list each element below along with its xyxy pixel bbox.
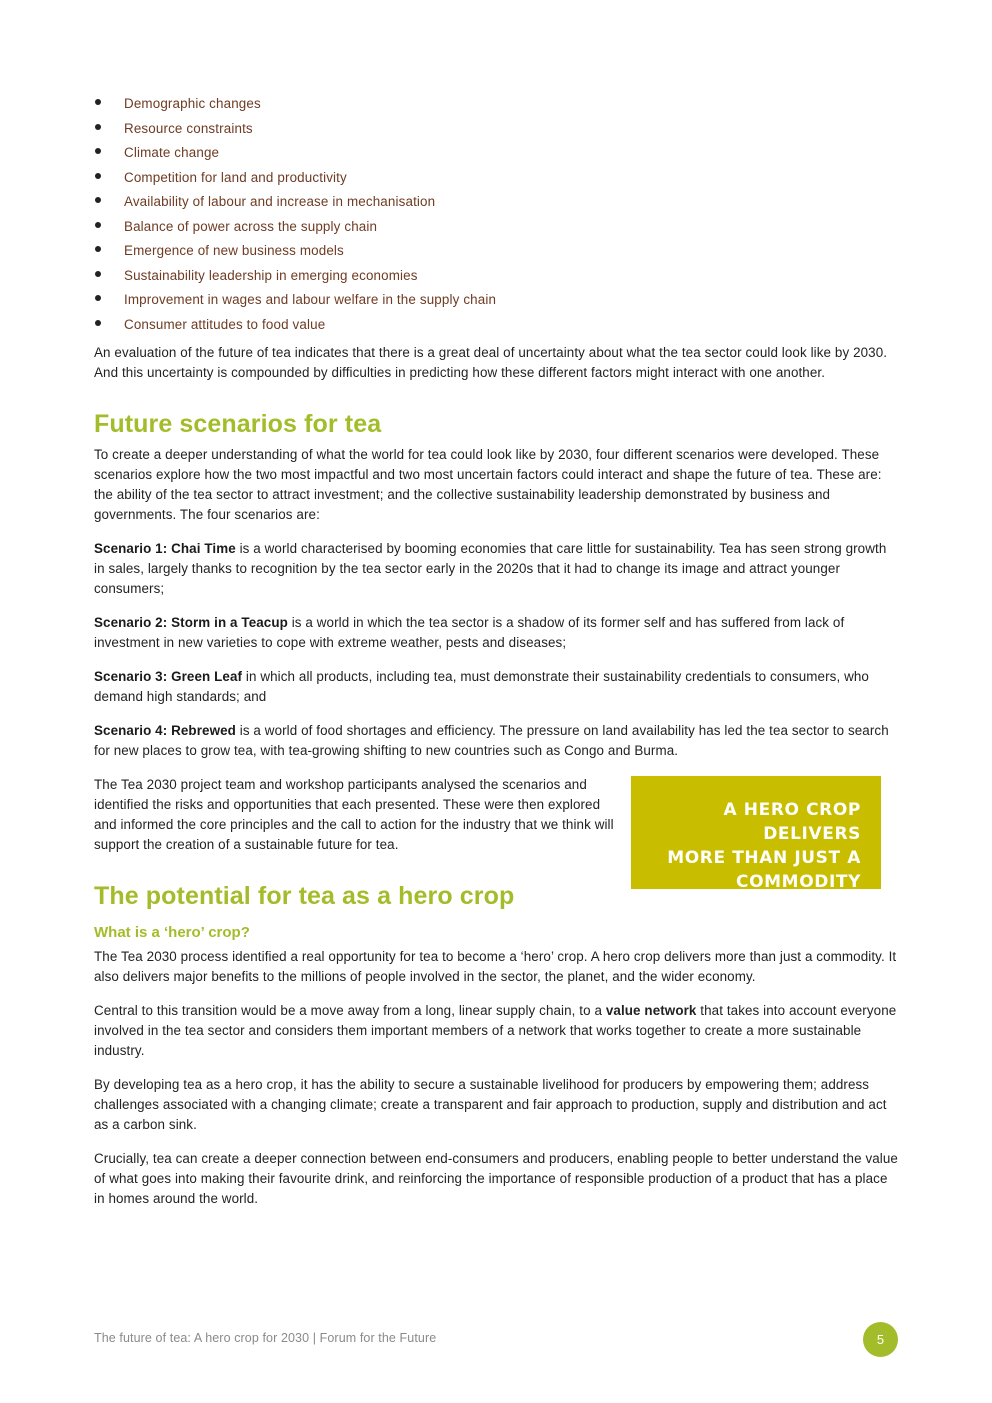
subheading-what-is-hero-crop: What is a ‘hero’ crop? xyxy=(94,924,250,941)
list-item: Climate change xyxy=(94,141,898,166)
scenario-4-label: Scenario 4: Rebrewed xyxy=(94,723,236,738)
scenario-4 xyxy=(94,721,898,761)
list-item: Improvement in wages and labour welfare in the supply chain xyxy=(94,288,898,313)
scenario-4-text: is a world of food shortages and efficiency. The pressure on land availability has led the tea sector to search for new places to grow tea, with tea-growing shifting to new countries such as Congo and Burma. xyxy=(94,723,889,758)
scenario-3-text: in which all products, including tea, must demonstrate their sustainability credentials to consumers, who demand high standards; and xyxy=(94,669,869,704)
scenario-2 xyxy=(94,613,898,653)
footer-text: The future of tea: A hero crop for 2030 | Forum for the Future xyxy=(94,1331,437,1345)
value-network-term: value network xyxy=(605,1003,697,1018)
hero-paragraph-4: Crucially, tea can create a deeper connection between end-consumers and producers, enabling people to better understand the value of what goes into making their favourite drink, and reinforcing the importance of responsible production of a product that has a place in homes around the world. xyxy=(94,1151,898,1206)
scenarios-intro-paragraph: To create a deeper understanding of what the world for tea could look like by 2030, four different scenarios were developed. These scenarios explore how the two most impactful and two most uncertain factors could interact and shape the future of tea. These are: the ability of the tea sector to attract investment; and the collective sustainability leadership demonstrated by business and governments. The four scenarios are: xyxy=(94,447,882,522)
hero-paragraph-2 xyxy=(94,1001,898,1061)
callout-line: A HERO CROP DELIVERS xyxy=(723,800,861,844)
scenario-2-label: Scenario 2: Storm in a Teacup xyxy=(94,615,288,630)
callout-line: MORE THAN JUST A xyxy=(667,848,861,868)
list-item: Demographic changes xyxy=(94,92,898,117)
section-heading-scenarios: Future scenarios for tea xyxy=(94,410,382,438)
page-number-badge: 5 xyxy=(863,1322,898,1357)
scenario-1 xyxy=(94,539,898,599)
section-heading-hero-crop: The potential for tea as a hero crop xyxy=(94,882,515,910)
callout-box xyxy=(631,776,881,892)
hero-paragraph-3: By developing tea as a hero crop, it has the ability to secure a sustainable livelihood for producers by empowering them; address challenges associated with a changing climate; create a transparent and fair approach to production, supply and distribution and act as a carbon sink. xyxy=(94,1077,887,1132)
scenario-1-text: is a world characterised by booming economies that care little for sustainability. Tea has seen strong growth in sales, largely thanks to recognition by the tea sector early in the 2020s that it had to change its image and attract younger consumers; xyxy=(94,541,887,596)
analysis-paragraph: The Tea 2030 project team and workshop participants analysed the scenarios and identified the risks and opportunities that each presented. These were then explored and informed the core principles and the call to action for the industry that we think will support the creation of a sustainable future for tea. xyxy=(94,777,614,852)
hero-paragraph-2-end: that takes into account everyone involved in the tea sector and considers them important members of a network that works together to create a more sustainable industry. xyxy=(94,1003,897,1058)
list-item: Balance of power across the supply chain xyxy=(94,215,898,240)
list-item: Sustainability leadership in emerging economies xyxy=(94,264,898,289)
list-item: Competition for land and productivity xyxy=(94,166,898,191)
intro-paragraph: An evaluation of the future of tea indicates that there is a great deal of uncertainty about what the tea sector could look like by 2030. And this uncertainty is compounded by difficulties in predicting how these different factors might interact with one another. xyxy=(94,345,888,380)
list-item: Resource constraints xyxy=(94,117,898,142)
scenario-1-label: Scenario 1: Chai Time xyxy=(94,541,236,556)
callout-line: COMMODITY xyxy=(736,872,861,892)
hero-paragraph-2-start: Central to this transition would be a move away from a long, linear supply chain, to a xyxy=(94,1003,606,1018)
hero-paragraph-1: The Tea 2030 process identified a real opportunity for tea to become a ‘hero’ crop. A hero crop delivers more than just a commodity. It also delivers major benefits to the millions of people involved in the sector, the planet, and the wider economy. xyxy=(94,949,897,984)
scenario-3-label: Scenario 3: Green Leaf xyxy=(94,669,243,684)
analysis-block xyxy=(94,775,898,892)
scenario-3 xyxy=(94,667,898,707)
scenario-2-text: is a world in which the tea sector is a shadow of its former self and has suffered from lack of investment in new varieties to cope with extreme weather, pests and diseases; xyxy=(94,615,845,650)
list-item: Consumer attitudes to food value xyxy=(94,313,898,338)
page-content xyxy=(94,92,898,1209)
factor-list xyxy=(94,92,898,337)
list-item: Emergence of new business models xyxy=(94,239,898,264)
list-item: Availability of labour and increase in mechanisation xyxy=(94,190,898,215)
